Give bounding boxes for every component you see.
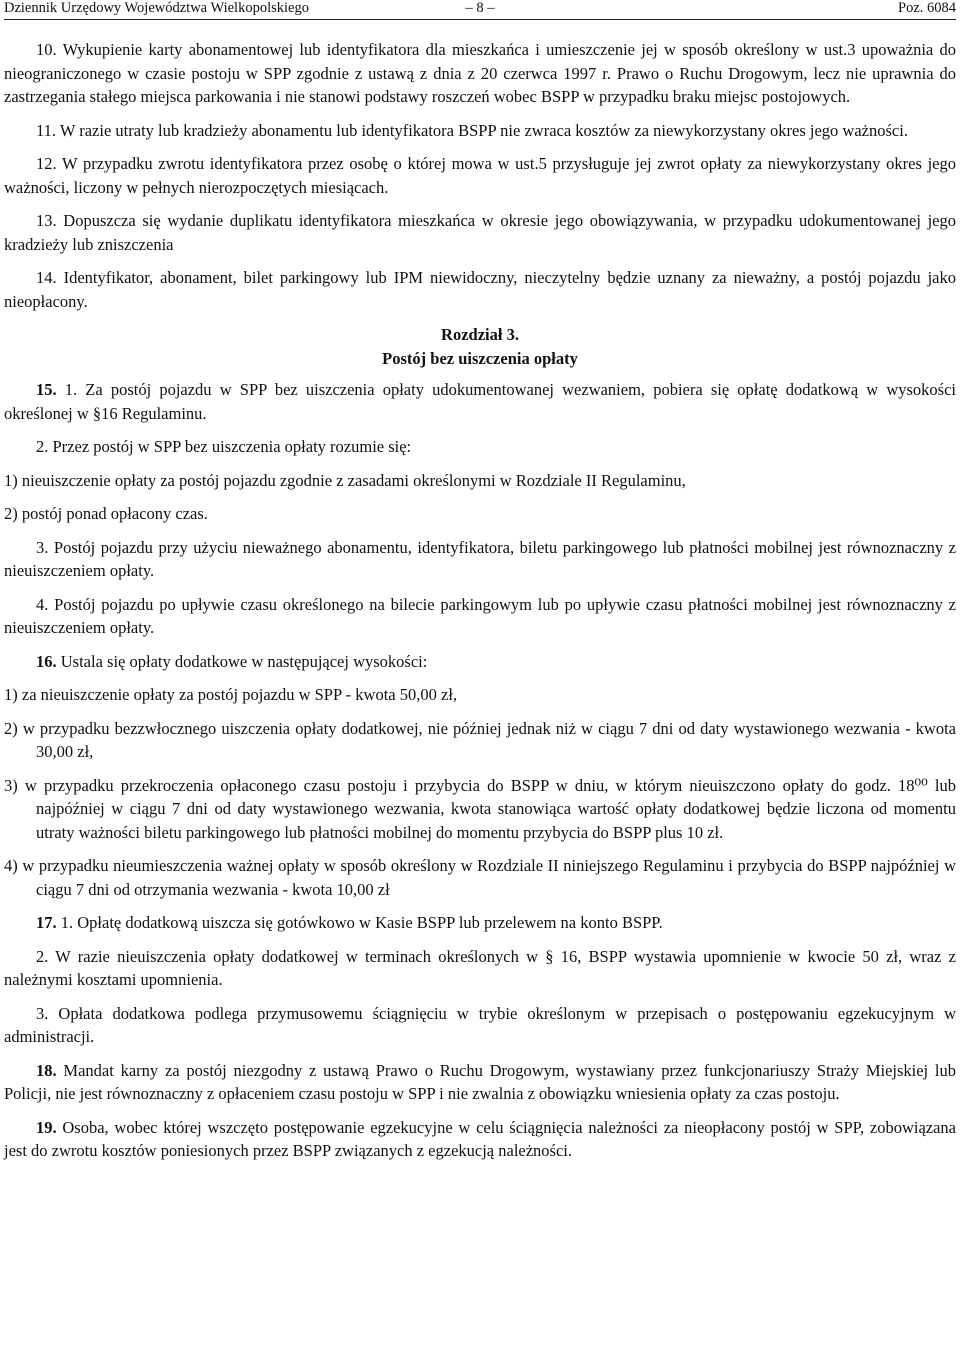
section-15-number: 15. — [36, 380, 57, 399]
chapter-heading — [4, 323, 956, 370]
section-15-paragraph-1 — [4, 378, 956, 425]
paragraph-14: 14. Identyfikator, abonament, bilet parkingowy lub IPM niewidoczny, nieczytelny będzie uznany za nieważny, a postój pojazdu jako nieopłacony. — [4, 268, 956, 311]
section-16-number: 16. — [36, 651, 57, 671]
position-number: Poz. 6084 — [898, 0, 956, 16]
journal-title: Dziennik Urzędowy Województwa Wielkopolskiego — [4, 0, 309, 16]
section-19-number: 19. — [36, 1117, 57, 1137]
section-16-item-4: 4) w przypadku nieumieszczenia ważnej opłaty w sposób określony w Rozdziale II niniejszego Regulaminu i przybycia do BSPP najpóźniej w ciągu 7 dni od otrzymania wezwania - kwota 10,00 zł — [4, 856, 956, 899]
page-number: – 8 – — [465, 0, 495, 16]
section-17-p1-text: 1. Opłatę dodatkową uiszcza się gotówkowo w Kasie BSPP lub przelewem na konto BSPP. — [60, 913, 663, 932]
chapter-title: Rozdział 3. — [441, 325, 519, 344]
paragraph-10: 10. Wykupienie karty abonamentowej lub identyfikatora dla mieszkańca i umieszczenie jej w sposób określony w ust.3 upoważnia do nieograniczonego w czasie postoju w SPP zgodnie z ustawą z dnia z 20 czerwca 1997 r. Prawo o Ruchu Drogowym, lecz nie uprawnia do zastrzegania stałego miejsca parkowania i nie stanowi podstawy roszczeń wobec BSPP w przypadku braku miejsc postojowych. — [4, 40, 956, 106]
section-15-paragraph-3: 3. Postój pojazdu przy użyciu nieważnego abonamentu, identyfikatora, biletu parkingowego lub płatności mobilnej jest równoznaczny z nieuiszczeniem opłaty. — [4, 537, 956, 580]
section-15-paragraph-2: 2. Przez postój w SPP bez uiszczenia opłaty rozumie się: — [36, 437, 412, 456]
section-17-number: 17. — [36, 913, 57, 932]
section-17-paragraph-2: 2. W razie nieuiszczenia opłaty dodatkowej w terminach określonych w § 16, BSPP wystawia upomnienie w kwocie 50 zł, wraz z należnymi kosztami upomnienia. — [4, 946, 956, 989]
section-16-item-3: 3) w przypadku przekroczenia opłaconego czasu postoju i przybycia do BSPP w dniu, w którym nieuiszczono opłaty do godz. 18⁰⁰ lub najpóźniej w ciągu 7 dni od daty wystawionego wezwania, kwota stanowiąca wartość opłaty dodatkowej będzie liczona od momentu utraty ważności biletu parkingowego lub płatności mobilnej do momentu przybycia do BSPP plus 10 zł. — [4, 775, 956, 842]
paragraph-13: 13. Dopuszcza się wydanie duplikatu identyfikatora mieszkańca w okresie jego obowiązywania, w przypadku udokumentowanej jego kradzieży lub zniszczenia — [4, 211, 956, 254]
section-16-item-2: 2) w przypadku bezzwłocznego uiszczenia opłaty dodatkowej, nie później jednak niż w ciągu 7 dni od daty wystawionego wezwania - kwota 30,00 zł, — [4, 718, 956, 761]
section-15-item-1: 1) nieuiszczenie opłaty za postój pojazdu zgodnie z zasadami określonymi w Rozdziale II Regulaminu, — [4, 470, 686, 490]
section-17-paragraph-1 — [4, 911, 956, 935]
section-16-intro — [4, 650, 956, 674]
header-rule — [4, 19, 956, 20]
section-17-paragraph-3: 3. Opłata dodatkowa podlega przymusowemu ściągnięciu w trybie określonym w przepisach o postępowaniu egzekucyjnym w administracji. — [4, 1003, 956, 1046]
section-16-intro-text: Ustala się opłaty dodatkowe w następującej wysokości: — [60, 651, 428, 671]
paragraph-11: 11. W razie utraty lub kradzieży abonamentu lub identyfikatora BSPP nie zwraca kosztów za niewykorzystany okres jego ważności. — [36, 120, 908, 140]
page-header — [4, 0, 956, 18]
section-15-p1-text: 1. Za postój pojazdu w SPP bez uiszczenia opłaty udokumentowanej wezwaniem, pobiera się opłatę dodatkową w wysokości określonej w §16 Regulaminu. — [4, 380, 957, 423]
section-19 — [4, 1116, 956, 1163]
paragraph-12: 12. W przypadku zwrotu identyfikatora przez osobę o której mowa w ust.5 przysługuje jej zwrot opłaty za niewykorzystany okres jego ważności, liczony w pełnych nierozpoczętych miesiącach. — [4, 154, 956, 197]
section-15-item-2: 2) postój ponad opłacony czas. — [4, 504, 208, 523]
section-19-text: Osoba, wobec której wszczęto postępowanie egzekucyjne w celu ściągnięcia należności za nieopłacony postój w SPP, zobowiązana jest do zwrotu kosztów poniesionych przez BSPP związanych z egzekucją należności. — [4, 1117, 956, 1160]
document-body — [4, 38, 956, 1173]
chapter-subtitle: Postój bez uiszczenia opłaty — [382, 348, 578, 368]
section-18-text: Mandat karny za postój niezgodny z ustawą Prawo o Ruchu Drogowym, wystawiany przez funkcjonariuszy Straży Miejskiej lub Policji, nie jest równoznaczny z opłaceniem czasu postoju w SPP i nie zwalnia z obowiązku wniesienia opłaty za czas postoju. — [4, 1060, 957, 1103]
section-18-number: 18. — [36, 1060, 57, 1080]
section-16-item-1: 1) za nieuiszczenie opłaty za postój pojazdu w SPP - kwota 50,00 zł, — [4, 685, 458, 704]
section-18 — [4, 1059, 956, 1106]
section-15-paragraph-4: 4. Postój pojazdu po upływie czasu określonego na bilecie parkingowym lub po upływie czasu płatności mobilnej jest równoznaczny z nieuiszczeniem opłaty. — [4, 594, 956, 637]
